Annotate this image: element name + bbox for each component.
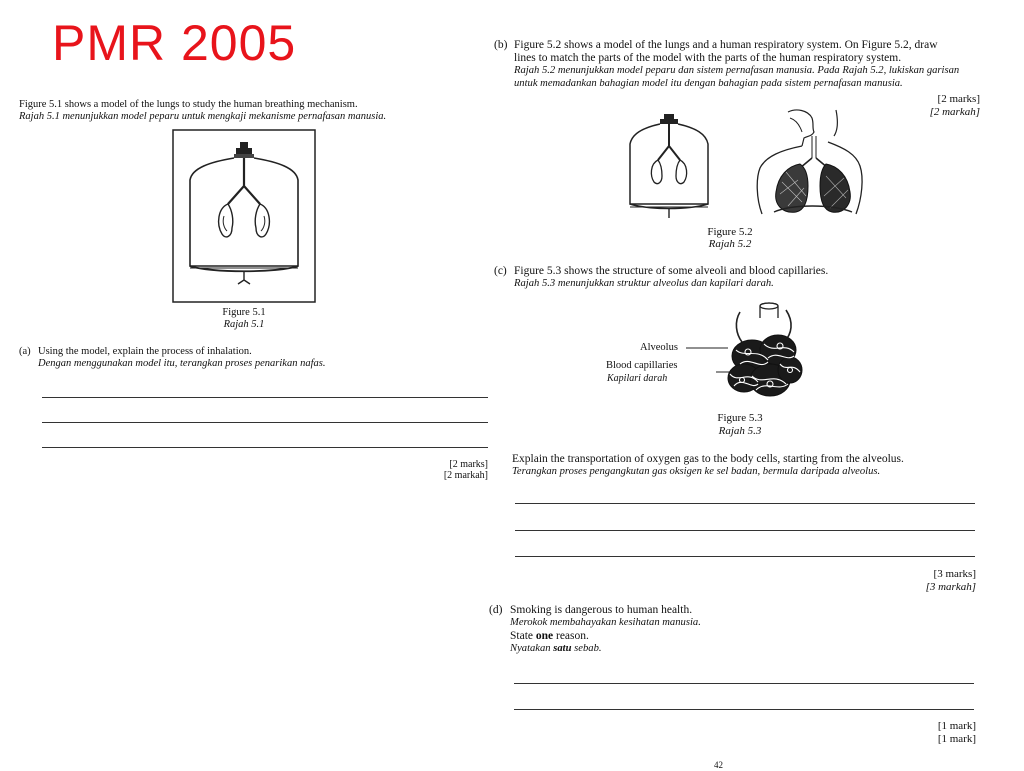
question-d-ms1: Merokok membahayakan kesihatan manusia. [510, 617, 701, 628]
answer-line-a1[interactable] [42, 397, 488, 398]
question-c-label: (c) [494, 265, 507, 277]
page-number: 42 [714, 760, 723, 770]
marks-a-ms: [2 markah] [443, 470, 488, 481]
figure-5-2-caption-ms: Rajah 5.2 [708, 238, 752, 250]
answer-line-c2[interactable] [515, 530, 975, 531]
figure-5-3-alveoli [682, 300, 812, 404]
answer-line-c3[interactable] [515, 556, 975, 557]
marks-c-ms: [3 markah] [925, 581, 976, 593]
marks-b-ms: [2 markah] [929, 106, 980, 118]
figure-5-1-caption-ms: Rajah 5.1 [223, 319, 265, 330]
intro-text-ms: Rajah 5.1 menunjukkan model peparu untuk mengkaji mekanisme pernafasan manusia. [19, 111, 387, 122]
answer-line-d1[interactable] [514, 683, 974, 684]
marks-b-en: [2 marks] [937, 93, 980, 105]
intro-text-en: Figure 5.1 shows a model of the lungs to study the human breathing mechanism. [19, 99, 358, 110]
label-blood-capillaries: Blood capillaries [606, 360, 678, 371]
marks-d-en: [1 mark] [937, 720, 976, 732]
question-b-ms2: untuk memadankan bahagian model itu dengan bahagian pada sistem pernafasan manusia. [514, 78, 903, 89]
question-d-ms2: Nyatakan satu sebab. [510, 643, 602, 654]
figure-5-1-lung-model [170, 128, 318, 306]
marks-c-en: [3 marks] [933, 568, 976, 580]
figure-5-2-lung-model [620, 112, 720, 224]
question-d-line1: Smoking is dangerous to human health. [510, 604, 693, 616]
answer-line-a3[interactable] [42, 447, 488, 448]
question-b-ms1: Rajah 5.2 menunjukkan model peparu dan sistem pernafasan manusia. Pada Rajah 5.2, lukiskan garisan [514, 65, 960, 76]
answer-line-c1[interactable] [515, 503, 975, 504]
question-b-line2: lines to match the parts of the model with the parts of the human respiratory system. [514, 52, 902, 64]
marks-d-ms: [1 mark] [937, 733, 976, 745]
answer-line-d2[interactable] [514, 709, 974, 710]
figure-5-3-caption-ms: Rajah 5.3 [718, 425, 762, 437]
question-a-text-ms: Dengan menggunakan model itu, terangkan proses penarikan nafas. [38, 358, 326, 369]
figure-5-2-caption: Figure 5.2 [707, 226, 753, 238]
question-b-line1: Figure 5.2 shows a model of the lungs and a human respiratory system. On Figure 5.2, draw [514, 39, 938, 51]
question-c-text-en: Figure 5.3 shows the structure of some alveoli and blood capillaries. [514, 265, 829, 277]
question-a-label: (a) [19, 346, 31, 357]
label-alveolus: Alveolus [640, 342, 678, 353]
figure-5-1-caption: Figure 5.1 [222, 307, 266, 318]
question-b-label: (b) [494, 39, 508, 51]
figure-5-3-caption: Figure 5.3 [717, 412, 763, 424]
question-a-text-en: Using the model, explain the process of inhalation. [38, 346, 252, 357]
question-c2-text-en: Explain the transportation of oxygen gas to the body cells, starting from the alveolus. [512, 453, 904, 465]
question-c-text-ms: Rajah 5.3 menunjukkan struktur alveolus dan kapilari darah. [514, 278, 774, 289]
marks-a-en: [2 marks] [449, 459, 488, 470]
label-blood-capillaries-ms: Kapilari darah [607, 373, 668, 384]
answer-line-a2[interactable] [42, 422, 488, 423]
figure-5-2-human-respiratory-system [752, 106, 870, 220]
question-c2-text-ms: Terangkan proses pengangkutan gas oksigen ke sel badan, bermula daripada alveolus. [512, 466, 881, 477]
question-d-line2: State one reason. [510, 630, 589, 642]
question-d-label: (d) [489, 604, 503, 616]
page-title: PMR 2005 [52, 15, 297, 71]
